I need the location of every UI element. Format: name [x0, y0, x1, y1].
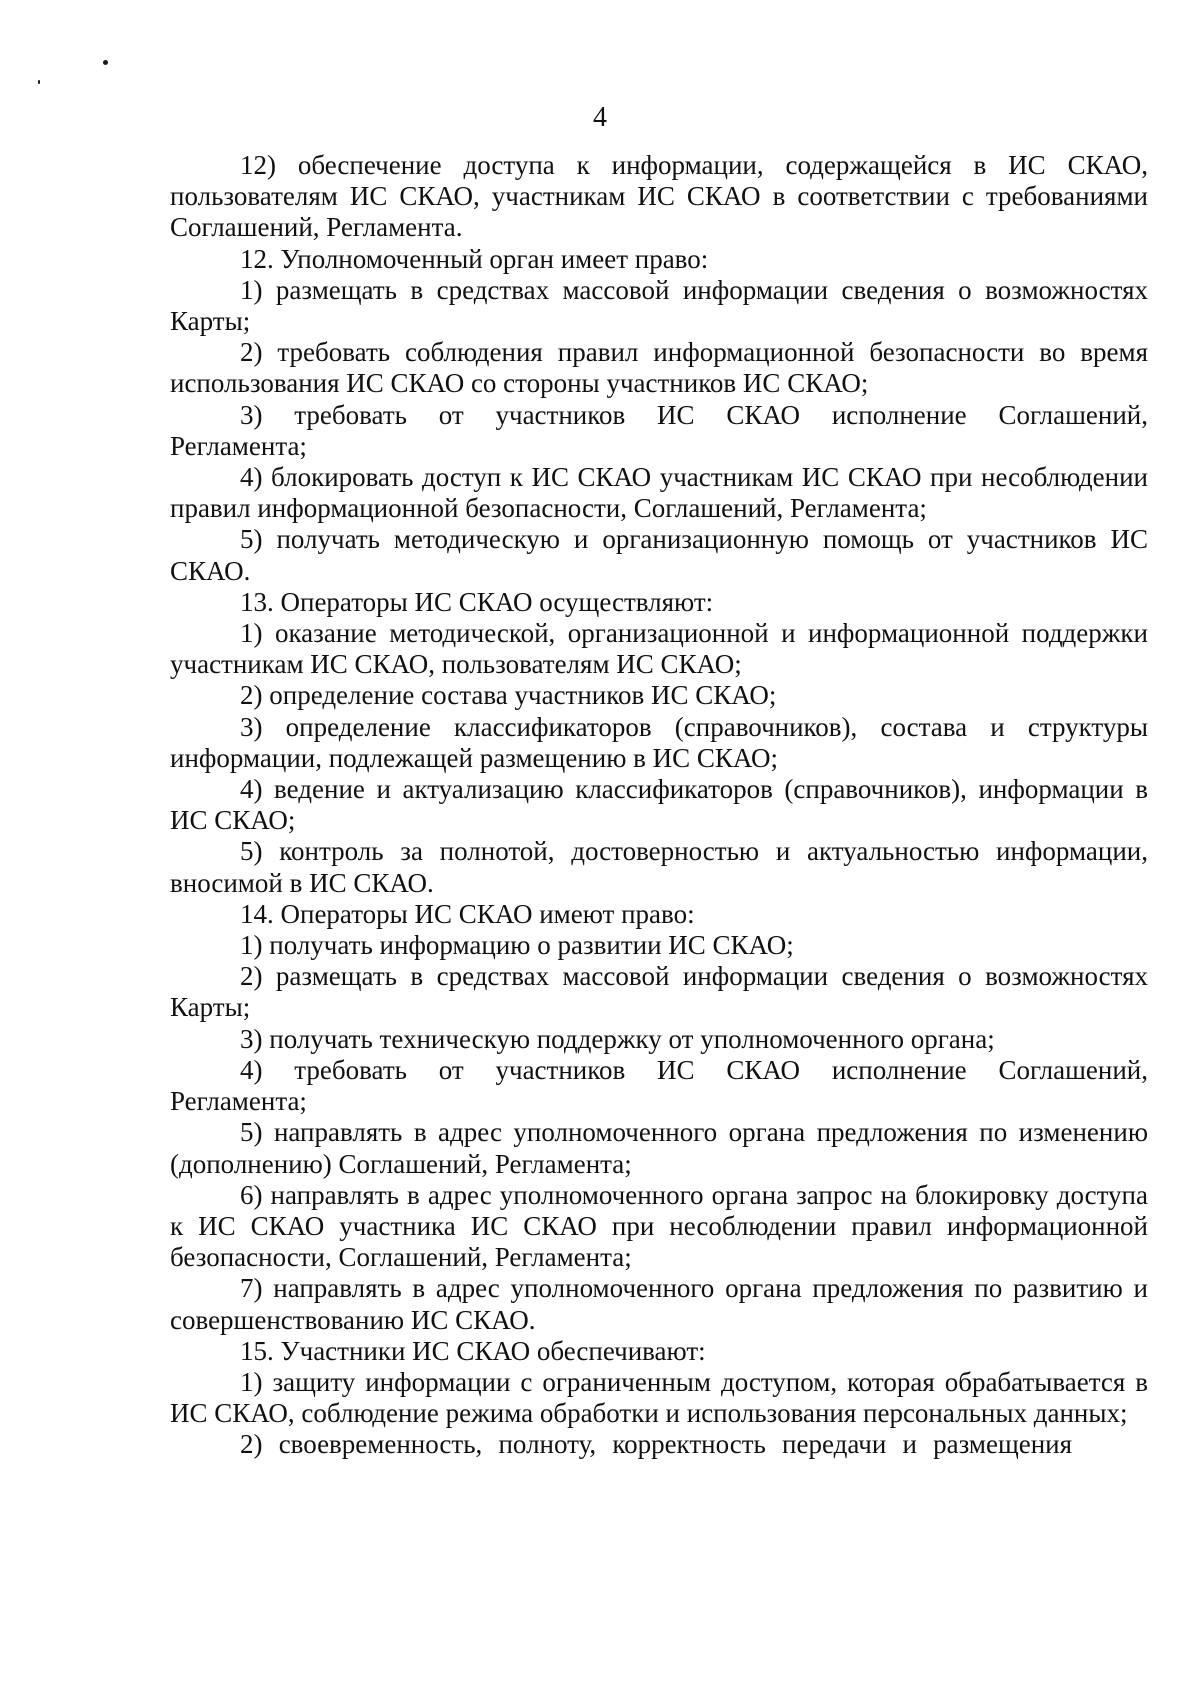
section-heading: 12. Уполномоченный орган имеет право: — [240, 243, 709, 274]
scan-speck — [103, 60, 108, 65]
list-item: 6) направлять в адрес уполномоченного органа запрос на блокировку доступа к ИС СКАО участника ИС СКАО при несоблюдении правил информационной безопасности, Соглашений, Регламента; — [170, 1179, 1148, 1273]
section-heading: 14. Операторы ИС СКАО имеют право: — [240, 898, 695, 929]
list-item: 2) требовать соблюдения правил информационной безопасности во время использования ИС СКАО со стороны участников ИС СКАО; — [170, 337, 1148, 399]
list-item: 4) требовать от участников ИС СКАО исполнение Соглашений, Регламента; — [170, 1054, 1148, 1117]
list-item: 5) контроль за полнотой, достоверностью и актуальностью информации, вносимой в ИС СКАО. — [170, 836, 1148, 898]
page-number: 4 — [593, 102, 607, 133]
section-heading: 15. Участники ИС СКАО обеспечивают: — [240, 1335, 706, 1366]
list-item: 4) ведение и актуализацию классификаторов (справочников), информации в ИС СКАО; — [170, 774, 1148, 836]
list-item: 2) своевременность, полноту, корректность передачи и размещения — [240, 1429, 1073, 1460]
paragraph: 12) обеспечение доступа к информации, содержащейся в ИС СКАО, пользователям ИС СКАО, участникам ИС СКАО в соответствии с требованиями Соглашений, Регламента. — [170, 150, 1148, 243]
list-item: 1) защиту информации с ограниченным доступом, которая обрабатывается в ИС СКАО, соблюдение режима обработки и использования персональных данных; — [170, 1366, 1148, 1429]
section-heading: 13. Операторы ИС СКАО осуществляют: — [240, 586, 714, 617]
list-item: 3) получать техническую поддержку от уполномоченного органа; — [240, 1023, 995, 1054]
scan-speck — [38, 80, 40, 84]
list-item: 5) получать методическую и организационную помощь от участников ИС СКАО. — [170, 524, 1148, 586]
list-item: 3) определение классификаторов (справочников), состава и структуры информации, подлежащей размещению в ИС СКАО; — [170, 711, 1148, 773]
list-item: 7) направлять в адрес уполномоченного органа предложения по развитию и совершенствованию ИС СКАО. — [170, 1273, 1148, 1335]
list-item: 3) требовать от участников ИС СКАО исполнение Соглашений, Регламента; — [170, 399, 1148, 461]
list-item: 1) размещать в средствах массовой информации сведения о возможностях Карты; — [170, 274, 1148, 337]
list-item: 5) направлять в адрес уполномоченного органа предложения по изменению (дополнению) Соглашений, Регламента; — [170, 1117, 1148, 1179]
list-item: 1) оказание методической, организационной и информационной поддержки участникам ИС СКАО, пользователям ИС СКАО; — [170, 618, 1148, 680]
list-item: 1) получать информацию о развитии ИС СКАО; — [240, 930, 794, 961]
list-item: 2) определение состава участников ИС СКАО; — [240, 680, 777, 711]
document-body — [170, 150, 1148, 1461]
list-item: 2) размещать в средствах массовой информации сведения о возможностях Карты; — [170, 961, 1148, 1023]
list-item: 4) блокировать доступ к ИС СКАО участникам ИС СКАО при несоблюдении правил информационной безопасности, Соглашений, Регламента; — [170, 462, 1148, 524]
